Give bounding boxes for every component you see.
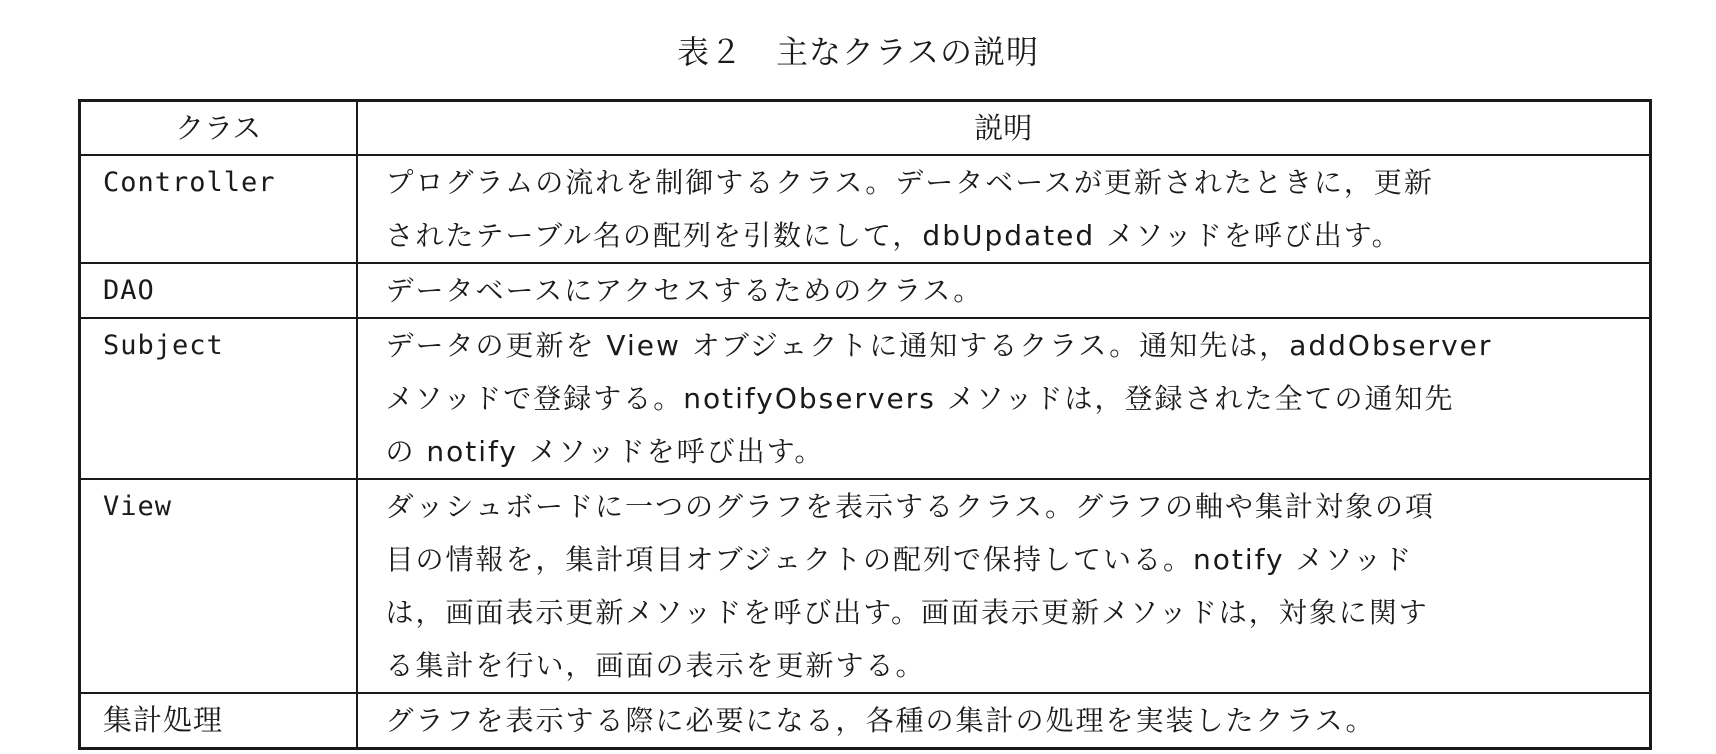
description-line: されたテーブル名の配列を引数にして，dbUpdated メソッドを呼び出す。 bbox=[385, 219, 1402, 252]
table-row bbox=[80, 318, 1651, 479]
description-line: ダッシュボードに一つのグラフを表示するクラス。グラフの軸や集計対象の項 bbox=[385, 490, 1435, 523]
table-caption: 表２ 主なクラスの説明 bbox=[676, 33, 1040, 71]
header-description: 説明 bbox=[357, 101, 1651, 156]
class-name-cell: DAO bbox=[80, 263, 357, 318]
description-cell bbox=[357, 318, 1651, 479]
class-name-cell: Controller bbox=[80, 155, 357, 263]
description-line: 目の情報を，集計項目オブジェクトの配列で保持している。notify メソッド bbox=[385, 543, 1414, 576]
table-row bbox=[80, 479, 1651, 693]
class-name-cell: 集計処理 bbox=[80, 693, 357, 749]
table-row bbox=[80, 155, 1651, 263]
description-line: データの更新を View オブジェクトに通知するクラス。通知先は，addObserver bbox=[385, 329, 1493, 362]
description-cell bbox=[357, 479, 1651, 693]
description-cell bbox=[357, 155, 1651, 263]
description-line: は，画面表示更新メソッドを呼び出す。画面表示更新メソッドは，対象に関す bbox=[385, 596, 1429, 629]
table-header-row bbox=[80, 101, 1651, 156]
header-class: クラス bbox=[80, 101, 357, 156]
table-row bbox=[80, 693, 1651, 749]
class-description-table bbox=[78, 99, 1652, 750]
description-line: データベースにアクセスするためのクラス。 bbox=[385, 274, 984, 307]
class-name-cell: Subject bbox=[80, 318, 357, 479]
description-cell bbox=[357, 693, 1651, 749]
description-line: メソッドで登録する。notifyObservers メソッドは，登録された全ての通知先 bbox=[385, 382, 1455, 415]
description-line: プログラムの流れを制御するクラス。データベースが更新されたときに，更新 bbox=[385, 166, 1434, 199]
class-name-cell: View bbox=[80, 479, 357, 693]
description-line: グラフを表示する際に必要になる，各種の集計の処理を実装したクラス。 bbox=[385, 704, 1376, 737]
description-line: の notify メソッドを呼び出す。 bbox=[385, 435, 825, 468]
table-row bbox=[80, 263, 1651, 318]
description-cell bbox=[357, 263, 1651, 318]
description-line: る集計を行い，画面の表示を更新する。 bbox=[385, 649, 926, 682]
